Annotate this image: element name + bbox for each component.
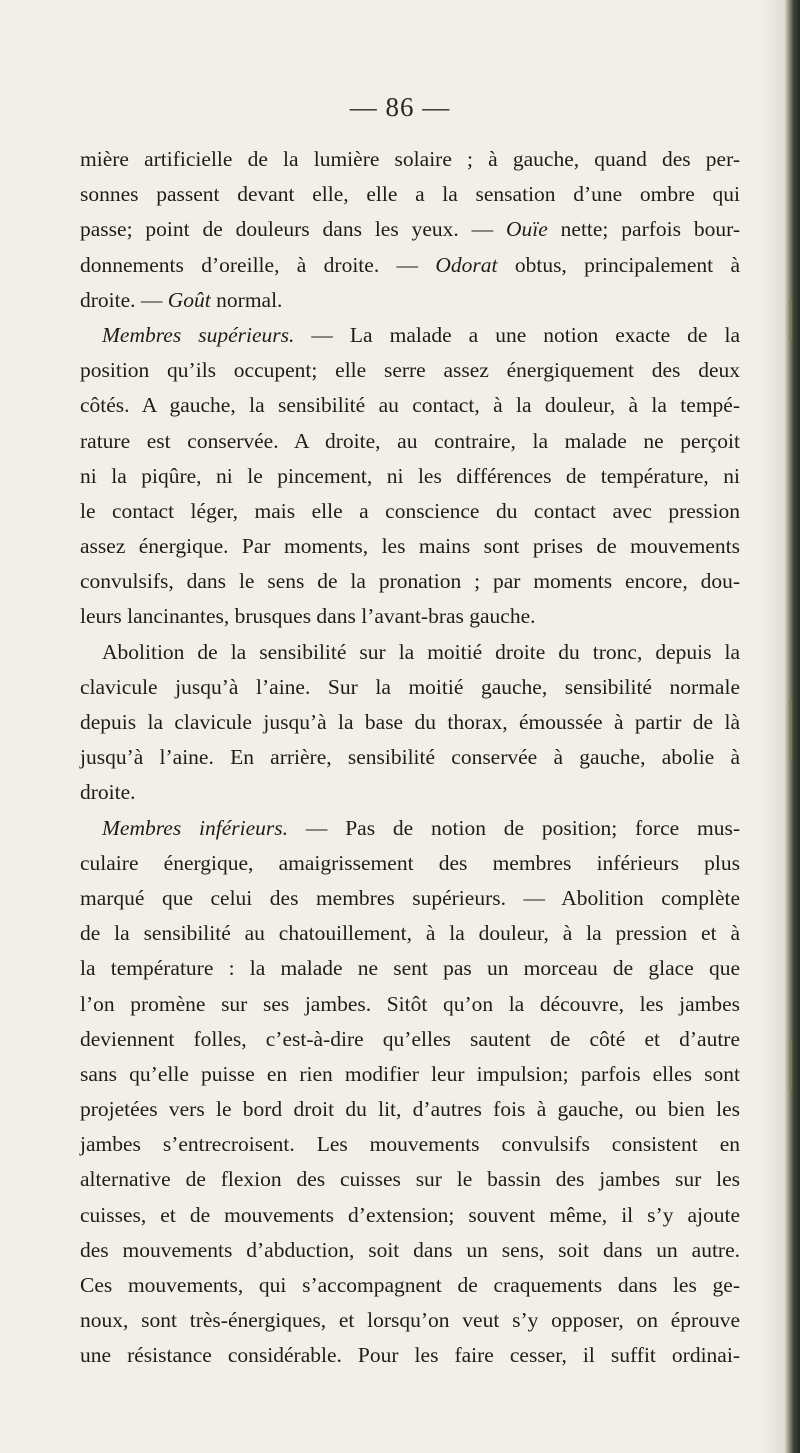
binding-speck xyxy=(789,1040,792,1090)
binding-speck xyxy=(789,700,792,760)
text-line: culaire énergique, amaigrissement des membres inférieurs plus xyxy=(80,850,740,875)
heading-gout: Goût xyxy=(167,287,211,312)
text-line: jambes s’entrecroisent. Les mouvements convulsifs consistent en xyxy=(80,1132,740,1157)
text-line: de la sensibilité au chatouillement, à la douleur, à la pression et à xyxy=(80,921,740,946)
text-line: marqué que celui des membres supérieurs. — Abolition complète xyxy=(80,885,740,910)
page-number: — 86 — xyxy=(349,92,451,122)
text-line: depuis la clavicule jusqu’à la base du thorax, émoussée à partir de là xyxy=(80,710,740,734)
text-line: cuisses, et de mouvements d’extension; souvent même, il s’y ajoute xyxy=(80,1202,740,1227)
binding-speck xyxy=(789,300,792,340)
heading-membres-superieurs: Membres supérieurs. xyxy=(102,322,295,347)
text-line: Ces mouvements, qui s’accompagnent de craquements dans les ge- xyxy=(80,1273,740,1297)
text-line: Membres inférieurs. — Pas de notion de position; force mus- xyxy=(102,815,740,840)
text-line: sonnes passent devant elle, elle a la sensation d’une ombre qui xyxy=(80,182,740,207)
page-binding-edge xyxy=(784,0,800,1453)
text-line: droite. — Goût normal. xyxy=(80,287,283,312)
text-line: le contact léger, mais elle a conscience du contact avec pression xyxy=(80,498,740,523)
text-line: donnements d’oreille, à droite. — Odorat obtus, principalement à xyxy=(80,252,740,277)
text-line: ni la piqûre, ni le pincement, ni les différences de température, ni xyxy=(80,463,740,488)
text-line: passe; point de douleurs dans les yeux. — Ouïe nette; parfois bour- xyxy=(80,217,740,242)
text-line: mière artificielle de la lumière solaire ; à gauche, quand des per- xyxy=(80,147,740,171)
text-line: Abolition de la sensibilité sur la moitié droite du tronc, depuis la xyxy=(102,639,740,664)
body-text xyxy=(80,142,740,1374)
text-line: noux, sont très-énergiques, et lorsqu’on veut s’y opposer, on éprouve xyxy=(80,1308,740,1333)
text-line: deviennent folles, c’est-à-dire qu’elles sautent de côté et d’autre xyxy=(80,1026,740,1051)
text-line: sans qu’elle puisse en rien modifier leur impulsion; parfois elles sont xyxy=(80,1061,740,1086)
text-line: projetées vers le bord droit du lit, d’autres fois à gauche, ou bien les xyxy=(80,1097,740,1122)
text-line: la température : la malade ne sent pas un morceau de glace que xyxy=(80,956,740,981)
text-line: Membres supérieurs. — La malade a une notion exacte de la xyxy=(102,322,740,347)
text-line: convulsifs, dans le sens de la pronation ; par moments encore, dou- xyxy=(80,569,740,594)
heading-membres-inferieurs: Membres inférieurs. xyxy=(102,815,289,840)
heading-odorat: Odorat xyxy=(435,252,498,277)
text-line: une résistance considérable. Pour les faire cesser, il suffit ordinai- xyxy=(80,1343,740,1368)
text-line: jusqu’à l’aine. En arrière, sensibilité conservée à gauche, abolie à xyxy=(80,745,740,770)
text-line: assez énergique. Par moments, les mains sont prises de mouvements xyxy=(80,534,740,559)
text-line: des mouvements d’abduction, soit dans un sens, soit dans un autre. xyxy=(80,1237,740,1262)
text-line: position qu’ils occupent; elle serre assez énergiquement des deux xyxy=(80,358,740,383)
heading-ouie: Ouïe xyxy=(505,217,548,242)
text-line: rature est conservée. A droite, au contraire, la malade ne perçoit xyxy=(80,428,740,453)
text-line: leurs lancinantes, brusques dans l’avant-bras gauche. xyxy=(80,604,536,629)
text-line: droite. xyxy=(80,780,136,805)
text-line: côtés. A gauche, la sensibilité au contact, à la douleur, à la tempé- xyxy=(80,393,740,418)
text-line: l’on promène sur ses jambes. Sitôt qu’on la découvre, les jambes xyxy=(80,991,740,1016)
text-line: clavicule jusqu’à l’aine. Sur la moitié gauche, sensibilité normale xyxy=(80,674,740,699)
text-line: alternative de flexion des cuisses sur le bassin des jambes sur les xyxy=(80,1167,740,1192)
binding-shadow xyxy=(762,0,784,1453)
